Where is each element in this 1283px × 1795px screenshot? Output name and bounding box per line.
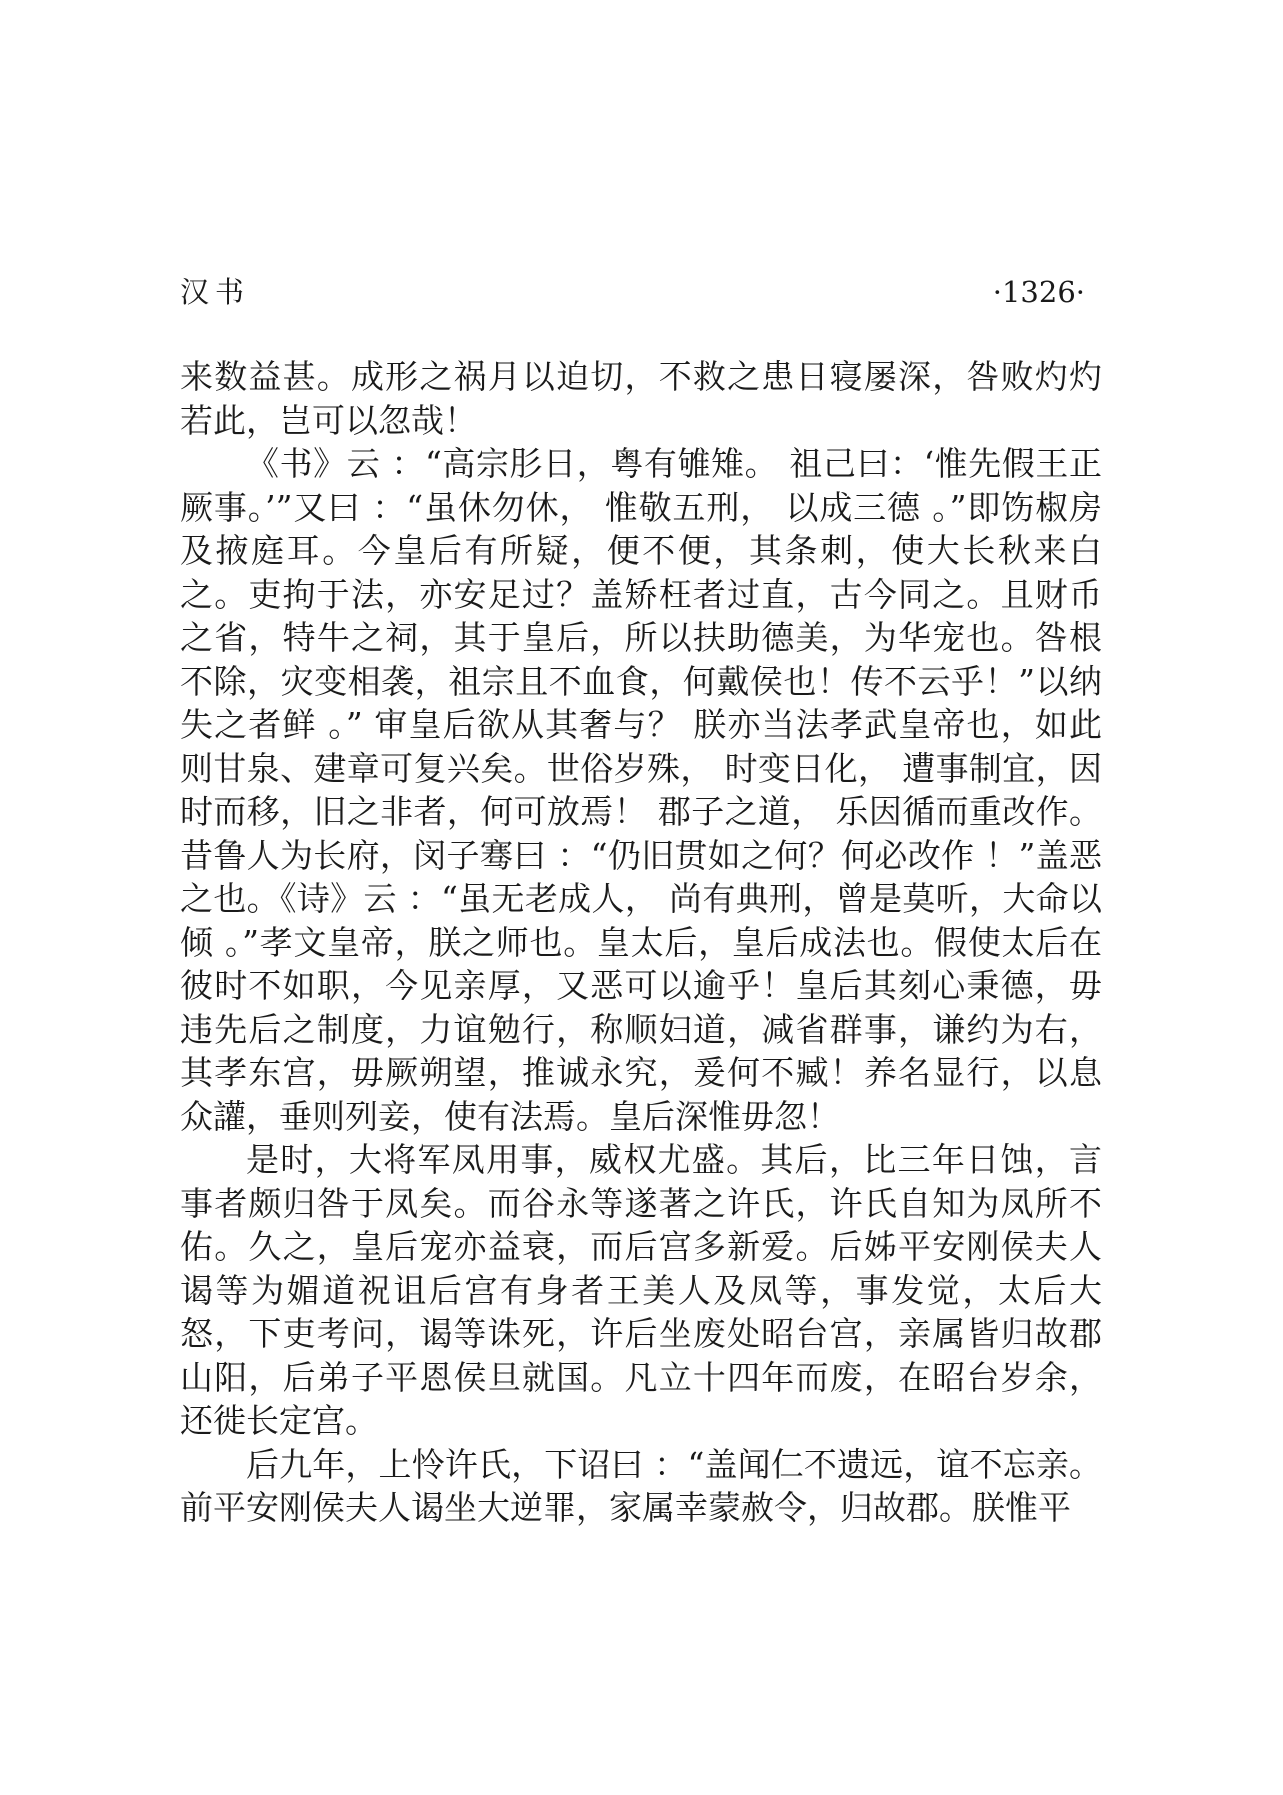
- paragraph-2: 《书》云 ：“高宗肜日，粤有雊雉。 祖己曰：‘惟先假王正厥事。’”又曰 ：“虽休勿休， 惟敬五刑， 以成三德 。”即饬椒房及掖庭耳。今皇后有所疑，便不便，其条刺，使大长秋来白之。吏拘于法，亦安足过？盖矫枉者过直，古今同之。且财币之省，特牛之祠，其于皇后，所以扶助德美，为华宠也。咎根不除，灾变相袭，祖宗且不血食，何戴侯也！传不云乎！”以纳失之者鲜 。” 审皇后欲从其奢与？ 朕亦当法孝武皇帝也，如此则甘泉、建章可复兴矣。世俗岁殊， 时变日化， 遭事制宜，因时而移，旧之非者，何可放焉！ 郡子之道， 乐因循而重改作。昔鲁人为长府，闵子骞曰 ：“仍旧贯如之何？何必改作 ！”盖恶之也。《诗》云 ：“虽无老成人， 尚有典刑，曾是莫听，大命以倾 。”孝文皇帝，朕之师也。皇太后，皇后成法也。假使太后在彼时不如职，今见亲厚，又恶可以逾乎！皇后其刻心秉德，毋违先后之制度，力谊勉行，称顺妇道，减省群事，谦约为右，其孝东宫，毋厥朔望，推诚永究，爰何不臧！养名显行，以息众讙，垂则列妾，使有法焉。皇后深惟毋忽！: [180, 444, 1102, 1136]
- book-title: 汉书: [180, 275, 251, 309]
- paragraph-3: 是时，大将军凤用事，威权尤盛。其后，比三年日蚀，言事者颇归咎于凤矣。而谷永等遂著之许氏，许氏自知为凤所不佑。久之，皇后宠亦益衰，而后宫多新爱。后姊平安刚侯夫人谒等为媚道祝诅后宫有身者王美人及凤等，事发觉，太后大怒，下吏考问，谒等诛死，许后坐废处昭台宫，亲属皆归故郡山阳，后弟子平恩侯旦就国。凡立十四年而废，在昭台岁余，还徙长定宫。: [180, 1140, 1102, 1440]
- body-text: [180, 355, 1102, 1530]
- running-head: [180, 270, 1085, 314]
- page-number: ·1326·: [992, 275, 1085, 309]
- paragraph-4: 后九年，上怜许氏，下诏曰 ：“盖闻仁不遗远，谊不忘亲。前平安刚侯夫人谒坐大逆罪，家属幸蒙赦令，归故郡。朕惟平: [180, 1444, 1102, 1527]
- paragraph-1: 来数益甚。成形之祸月以迫切，不救之患日寝屡深，咎败灼灼若此，岂可以忽哉！: [180, 357, 1102, 440]
